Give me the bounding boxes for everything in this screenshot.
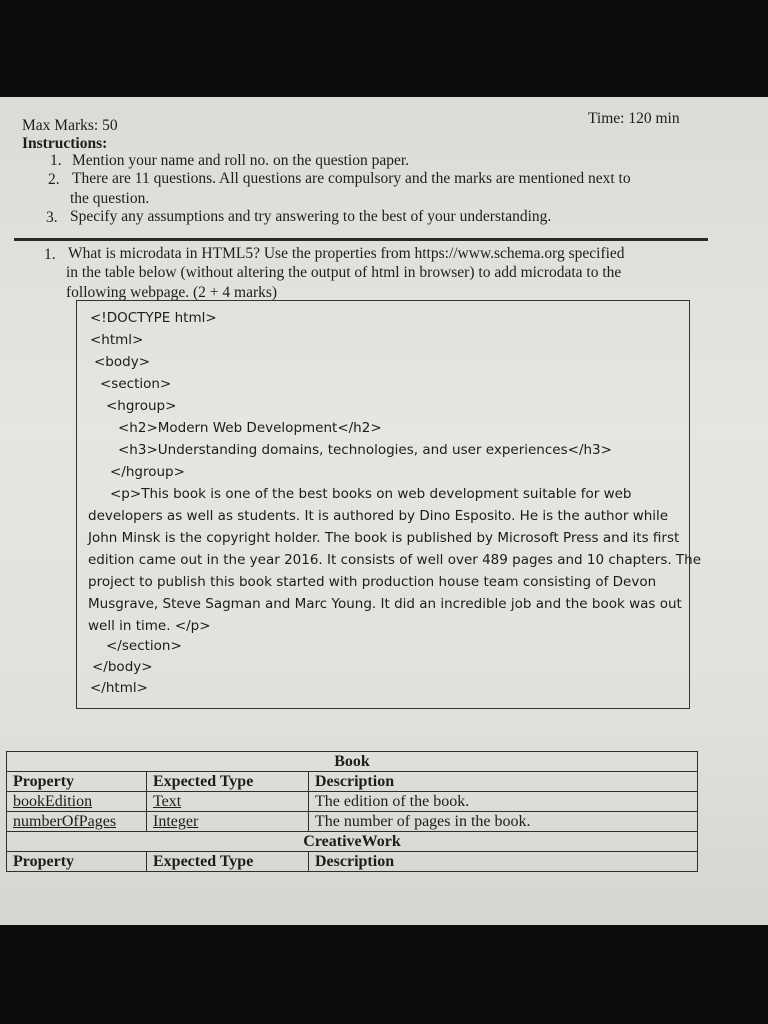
header-cell: Property xyxy=(7,772,147,792)
question-text: in the table below (without altering the output of html in browser) to add microdata to the xyxy=(66,264,622,281)
code-line: <section> xyxy=(100,376,172,392)
instruction-number: 2. xyxy=(48,171,60,188)
code-line: project to publish this book started with production house team consisting of Devon xyxy=(88,574,657,590)
property-cell: bookEdition xyxy=(7,792,147,812)
instruction-text: There are 11 questions. All questions are compulsory and the marks are mentioned next to xyxy=(72,170,631,187)
code-line: John Minsk is the copyright holder. The book is published by Microsoft Press and its first xyxy=(88,530,680,546)
code-line: </body> xyxy=(92,659,153,675)
creativework-title: CreativeWork xyxy=(7,832,698,852)
book-title: Book xyxy=(7,752,698,772)
code-line: <h2>Modern Web Development</h2> xyxy=(118,420,382,436)
code-line: <hgroup> xyxy=(106,398,177,414)
code-line: </html> xyxy=(90,680,148,696)
table-header-row xyxy=(7,852,698,872)
table-row xyxy=(7,812,698,832)
divider-line xyxy=(14,238,708,241)
type-cell: Integer xyxy=(147,812,309,832)
code-line: well in time. </p> xyxy=(88,618,211,634)
header-cell: Property xyxy=(7,852,147,872)
header-cell: Expected Type xyxy=(147,852,309,872)
question-number: 1. xyxy=(44,246,56,263)
table-row xyxy=(7,792,698,812)
schema-table xyxy=(6,751,698,872)
table-header-row xyxy=(7,772,698,792)
instruction-text: the question. xyxy=(70,190,150,207)
instruction-number: 3. xyxy=(46,209,58,226)
code-line: developers as well as students. It is authored by Dino Esposito. He is the author while xyxy=(88,508,669,524)
code-line: Musgrave, Steve Sagman and Marc Young. It did an incredible job and the book was out xyxy=(88,596,682,612)
instructions-title: Instructions: xyxy=(22,135,108,152)
code-line: </section> xyxy=(106,638,182,654)
question-text: following webpage. (2 + 4 marks) xyxy=(66,284,278,301)
code-line: </hgroup> xyxy=(110,464,185,480)
header-cell: Expected Type xyxy=(147,772,309,792)
code-line: <!DOCTYPE html> xyxy=(90,310,217,326)
exam-sheet xyxy=(0,97,768,925)
code-line: <p>This book is one of the best books on web development suitable for web xyxy=(110,486,632,502)
table-title-row xyxy=(7,832,698,852)
code-line: edition came out in the year 2016. It consists of well over 489 pages and 10 chapters. The xyxy=(88,552,702,568)
property-cell: numberOfPages xyxy=(7,812,147,832)
time-limit: Time: 120 min xyxy=(588,110,680,127)
type-cell: Text xyxy=(147,792,309,812)
instruction-number: 1. xyxy=(50,152,62,169)
instruction-text: Specify any assumptions and try answering to the best of your understanding. xyxy=(70,208,552,225)
instruction-text: Mention your name and roll no. on the question paper. xyxy=(72,152,410,169)
code-line: <body> xyxy=(94,354,151,370)
description-cell: The number of pages in the book. xyxy=(309,812,698,832)
code-line: <h3>Understanding domains, technologies, and user experiences</h3> xyxy=(118,442,612,458)
description-cell: The edition of the book. xyxy=(309,792,698,812)
table-title-row xyxy=(7,752,698,772)
header-cell: Description xyxy=(309,772,698,792)
code-line: <html> xyxy=(90,332,144,348)
max-marks: Max Marks: 50 xyxy=(22,117,118,134)
question-text: What is microdata in HTML5? Use the properties from https://www.schema.org specified xyxy=(68,245,625,262)
header-cell: Description xyxy=(309,852,698,872)
